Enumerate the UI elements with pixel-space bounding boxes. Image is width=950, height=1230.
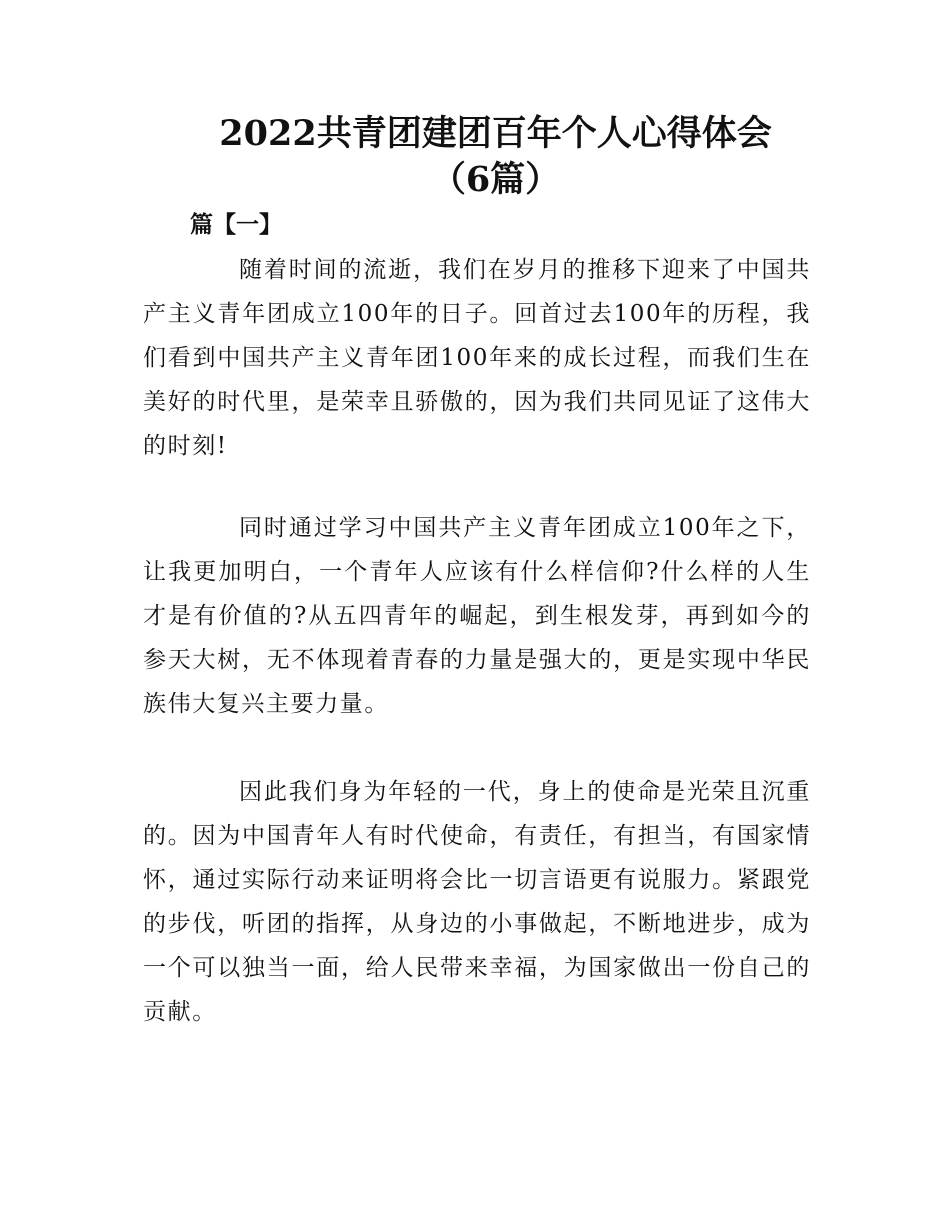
paragraph-2: 同时通过学习中国共产主义青年团成立100年之下，让我更加明白，一个青年人应该有什么样信仰?什么样的人生才是有价值的?从五四青年的崛起，到生根发芽，再到如今的参天大树，无不体现着青春的力量是强大的，更是实现中华民族伟大复兴主要力量。 [143,515,811,717]
document-subtitle: （6篇） [430,159,561,200]
document-title: 2022共青团建团百年个人心得体会 [219,113,772,154]
paragraph-3: 因此我们身为年轻的一代，身上的使命是光荣且沉重的。因为中国青年人有时代使命，有责任，有担当，有国家情怀，通过实际行动来证明将会比一切言语更有说服力。紧跟党的步伐，听团的指挥，从身边的小事做起，不断地进步，成为一个可以独当一面，给人民带来幸福，为国家做出一份自己的贡献。 [143,779,811,1025]
paragraph-1: 随着时间的流逝，我们在岁月的推移下迎来了中国共产主义青年团成立100年的日子。回首过去100年的历程，我们看到中国共产主义青年团100年来的成长过程，而我们生在美好的时代里，是荣幸且骄傲的，因为我们共同见证了这伟大的时刻! [143,257,811,459]
section-heading: 篇【一】 [190,211,282,238]
